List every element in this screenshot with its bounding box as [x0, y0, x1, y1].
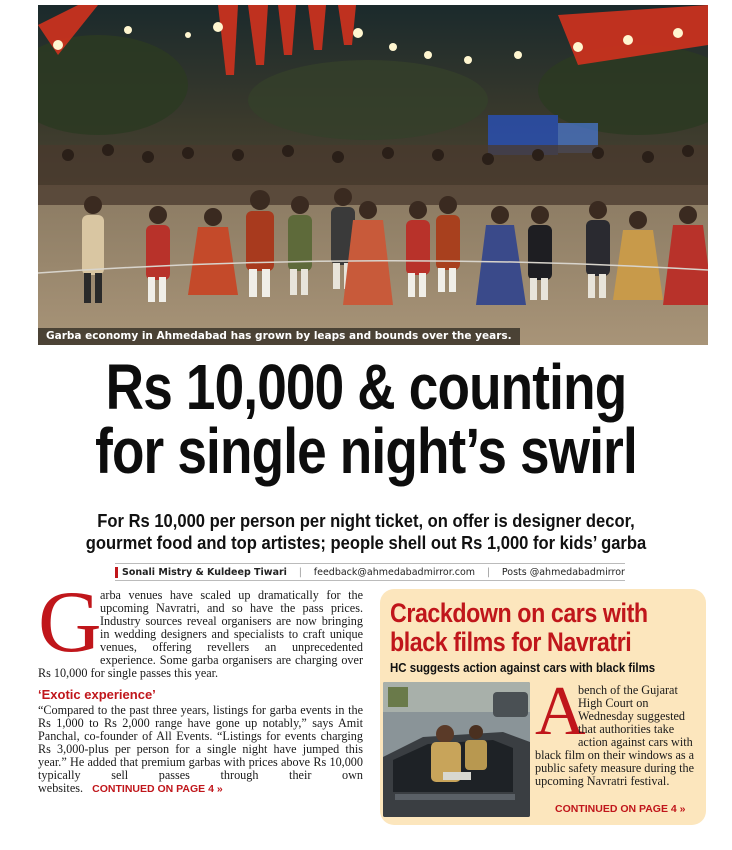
article-paragraph-1: arba venues have scaled up dramatically for the upcoming Navratri, and so have the pass prices. Industry sources reveal organisers are now bringing in wedding designers and specialists to craft unique venues, offering revellers an unprecedented experience. Some garba organisers are charging over Rs 10,000 for single passes this year.: [38, 588, 363, 680]
headline-line-1: Rs 10,000 & counting: [105, 351, 627, 423]
byline-authors-wrap: [115, 567, 287, 578]
sidebar-title-line-2: black films for Navratri: [390, 627, 632, 657]
standfirst-line-1: For Rs 10,000 per person per night ticket, on offer is designer decor,: [97, 511, 635, 531]
photo-caption: Garba economy in Ahmedabad has grown by leaps and bounds over the years.: [38, 328, 520, 345]
separator: |: [486, 566, 491, 578]
drop-cap: G: [38, 574, 102, 671]
separator: |: [298, 566, 302, 578]
sidebar-drop-cap: A: [535, 673, 586, 750]
sidebar-story-body: [535, 673, 698, 788]
sidebar-story-subhead: HC suggests action against cars with black films: [390, 660, 656, 675]
byline-posts[interactable]: Posts @ahmedabadmirror: [501, 566, 625, 578]
sidebar-continued-link[interactable]: CONTINUED ON PAGE 4 »: [555, 803, 686, 815]
main-article: [38, 574, 363, 796]
garba-crowd-illustration: [38, 5, 708, 345]
byline: [115, 563, 625, 581]
article-paragraph-2: [38, 704, 363, 796]
garba-photo: [38, 5, 708, 345]
sidebar-story-title: [390, 599, 657, 657]
car-inspection-photo: [383, 682, 530, 817]
sidebar-story-box: [380, 589, 706, 825]
byline-email[interactable]: feedback@ahmedabadmirror.com: [313, 566, 476, 578]
standfirst: [29, 510, 702, 554]
car-inspection-illustration: [383, 682, 530, 817]
article-paragraph-2-text: “Compared to the past three years, listings for garba events in the Rs 1,000 to Rs 2,000 range have gone up notably,” says Amit Panchal, co-founder of All Events. “Listings for events charging Rs 3,000-plus per person for a single night have jumped this year.” He added that premium garbas with prices above Rs 10,000 typically sell passes through their own websites.: [38, 703, 363, 795]
byline-authors: Sonali Mistry & Kuldeep Tiwari: [122, 566, 287, 578]
headline-line-2: for single night’s swirl: [95, 415, 637, 487]
standfirst-line-2: gourmet food and top artistes; people shell out Rs 1,000 for kids’ garba: [85, 533, 647, 553]
headline: [62, 351, 670, 487]
continued-link[interactable]: CONTINUED ON PAGE 4 »: [92, 783, 223, 795]
sidebar-title-line-1: Crackdown on cars with: [390, 598, 648, 628]
accent-mark: [115, 567, 118, 578]
article-subhead: ‘Exotic experience’: [38, 687, 156, 702]
sidebar-story-paragraph: bench of the Gujarat High Court on Wednesday suggested that authorities take action against cars with black film on their windows as a public safety measure during the upcoming Navratri festival.: [535, 683, 695, 788]
